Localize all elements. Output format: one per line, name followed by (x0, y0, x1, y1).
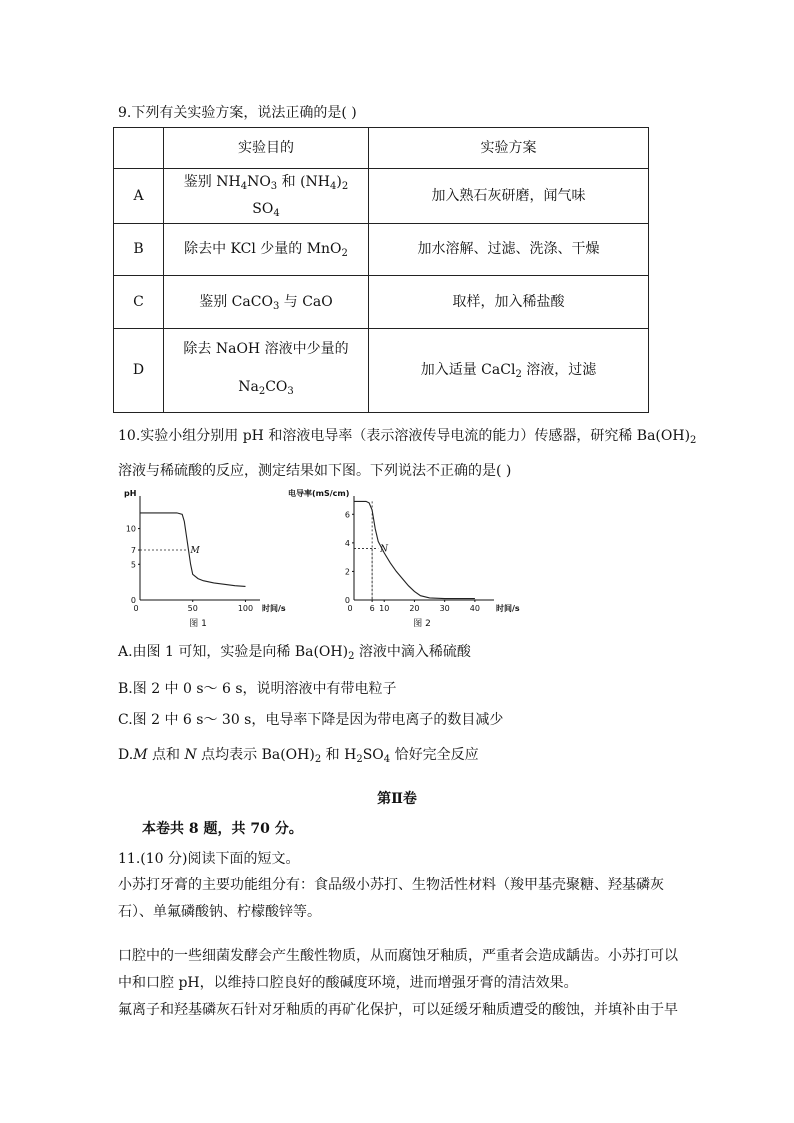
row-plan: 取样，加入稀盐酸 (369, 276, 649, 329)
y-tick-label: 7 (130, 546, 136, 555)
table-row (114, 329, 649, 413)
question-11-stem: 11.(10 分)阅读下面的短文。 (118, 851, 300, 867)
point-label: M (190, 546, 200, 556)
question-10-stem-line2: 溶液与稀硫酸的反应，测定结果如下图。下列说法不正确的是( ) (118, 463, 512, 479)
x-tick-label: 20 (409, 604, 420, 613)
table-header-row (114, 128, 649, 169)
y-tick-label: 0 (130, 596, 136, 605)
figure-1-ph-chart (118, 488, 286, 629)
header-plan: 实验方案 (369, 128, 649, 169)
row-purpose: 鉴别 $NH_4NO_3$ 和 $(NH_4)_2$ $SO_4$ (164, 169, 369, 224)
point-label: N (380, 544, 389, 555)
y-tick-label: 2 (344, 567, 350, 577)
x-tick-label: 50 (187, 604, 198, 613)
row-purpose: 除去 NaOH 溶液中少量的 $Na_2CO_3$ (164, 329, 369, 413)
y-axis-label: pH (124, 489, 137, 498)
table-row (114, 224, 649, 276)
x-axis-label: 时间/s (496, 604, 520, 613)
figure-2-conductivity-chart (282, 488, 520, 629)
option-a: A.由图 1 可知，实验是向稀 $Ba(OH)_2$ 溶液中滴入稀硫酸 (118, 644, 471, 662)
q11-paragraph-1: 小苏打牙膏的主要功能组分有：食品级小苏打、生物活性材料（羧甲基壳聚糖、羟基磷灰石）、单氟磷酸钠、柠檬酸锌等。 (118, 877, 664, 920)
option-d: D.M 点和 N 点均表示 $Ba(OH)_2$ 和 $H_2SO_4$ 恰好完全反应 (118, 747, 479, 765)
row-label: B (114, 224, 164, 276)
y-tick-label: 10 (125, 524, 136, 534)
x-axis-label: 时间/s (262, 604, 286, 613)
section-title: 第Ⅱ卷 (377, 791, 417, 807)
x-tick-label: 0 (133, 604, 139, 613)
y-tick-label: 4 (344, 538, 350, 548)
section-note: 本卷共 8 题，共 70 分。 (142, 821, 303, 837)
figure-caption: 图 1 (189, 619, 207, 629)
table-row (114, 169, 649, 224)
x-tick-label: 0 (347, 604, 353, 613)
option-b: B.图 2 中 0 s～ 6 s，说明溶液中有带电粒子 (118, 681, 397, 697)
row-purpose: 鉴别 CaCO$_3$ 与 CaO (164, 276, 369, 329)
y-tick-label: 6 (344, 510, 350, 520)
table-row (114, 276, 649, 329)
option-c: C.图 2 中 6 s～ 30 s，电导率下降是因为带电离子的数目减少 (118, 712, 504, 728)
row-plan: 加水溶解、过滤、洗涤、干燥 (369, 224, 649, 276)
experiment-table (113, 127, 649, 413)
row-plan: 加入适量 CaCl$_2$ 溶液，过滤 (369, 329, 649, 413)
header-blank (114, 128, 164, 169)
row-label: D (114, 329, 164, 413)
x-tick-label: 100 (237, 604, 254, 613)
q11-paragraph-3: 氟离子和羟基磷灰石针对牙釉质的再矿化保护，可以延缓牙釉质遭受的酸蚀，并填补由于早 (118, 1002, 678, 1018)
header-purpose: 实验目的 (164, 128, 369, 169)
figure-caption: 图 2 (413, 619, 431, 629)
row-purpose: 除去中 KCl 少量的 MnO$_2$ (164, 224, 369, 276)
question-10-stem-line1: 10.实验小组分别用 pH 和溶液电导率（表示溶液传导电流的能力）传感器，研究稀 $Ba(OH)_2$ (118, 428, 697, 446)
row-plan: 加入熟石灰研磨，闻气味 (369, 169, 649, 224)
x-tick-label: 6 (369, 604, 375, 613)
q11-paragraph-2: 口腔中的一些细菌发酵会产生酸性物质，从而腐蚀牙釉质，严重者会造成龋齿。小苏打可以中和口腔 pH，以维持口腔良好的酸碱度环境，进而增强牙膏的清洁效果。 (118, 948, 678, 991)
x-tick-label: 40 (469, 604, 480, 613)
x-tick-label: 10 (379, 604, 390, 613)
row-label: C (114, 276, 164, 329)
y-tick-label: 0 (344, 596, 350, 605)
y-tick-label: 5 (130, 560, 136, 570)
y-axis-label: 电导率(mS/cm) (288, 489, 350, 498)
row-label: A (114, 169, 164, 224)
x-tick-label: 30 (439, 604, 450, 613)
question-9-stem: 9.下列有关实验方案，说法正确的是( ) (118, 105, 357, 121)
